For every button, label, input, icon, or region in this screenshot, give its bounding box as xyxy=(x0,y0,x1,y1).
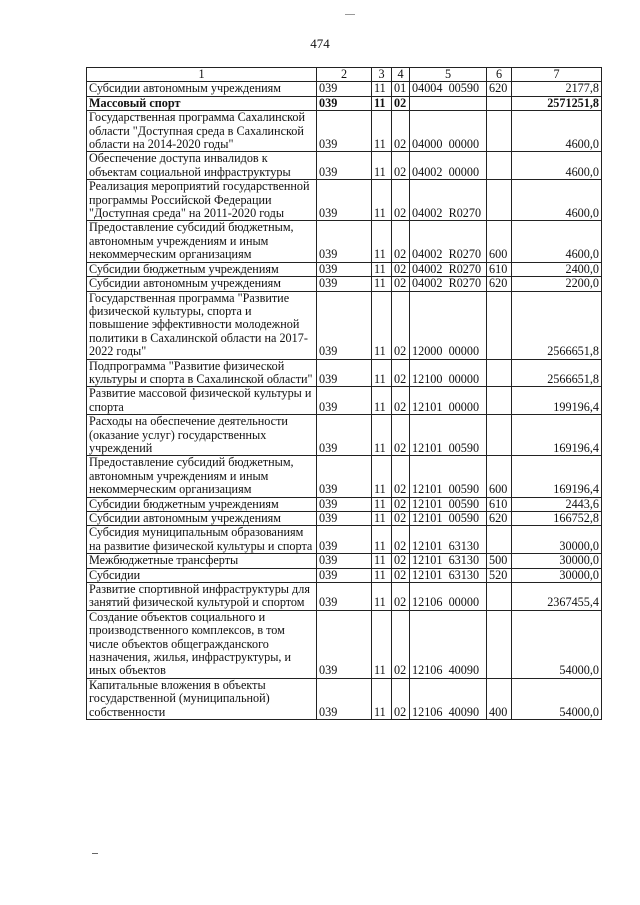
table-row xyxy=(87,359,602,387)
cell-name: Субсидии автономным учреждениям xyxy=(87,512,317,526)
cell-name: Развитие массовой физической культуры и спорта xyxy=(87,387,317,415)
cell-name: Субсидии xyxy=(87,568,317,582)
cell-pr: 02 xyxy=(392,415,410,456)
cell-pr: 02 xyxy=(392,610,410,678)
cell-pr: 02 xyxy=(392,359,410,387)
cell-kcsr: 04002 R0270 xyxy=(410,180,487,221)
scan-mark-top xyxy=(345,14,355,15)
cell-vr xyxy=(487,583,512,611)
cell-vr: 620 xyxy=(487,277,512,291)
cell-name: Обеспечение доступа инвалидов к объектам социальной инфраструктуры xyxy=(87,152,317,180)
cell-rz: 11 xyxy=(372,359,392,387)
table-row xyxy=(87,82,602,96)
cell-sum: 199196,4 xyxy=(512,387,602,415)
cell-sum: 4600,0 xyxy=(512,221,602,262)
cell-kcsr: 04000 00000 xyxy=(410,111,487,152)
cell-vr xyxy=(487,387,512,415)
table-row xyxy=(87,512,602,526)
cell-sum: 54000,0 xyxy=(512,610,602,678)
table-row xyxy=(87,180,602,221)
cell-vr xyxy=(487,291,512,359)
cell-vr xyxy=(487,96,512,110)
cell-ved: 039 xyxy=(317,152,372,180)
table-row xyxy=(87,678,602,719)
cell-name: Предоставление субсидий бюджетным, автономным учреждениям и иным некоммерческим организациям xyxy=(87,456,317,497)
cell-pr: 02 xyxy=(392,497,410,511)
cell-ved: 039 xyxy=(317,456,372,497)
cell-rz: 11 xyxy=(372,526,392,554)
cell-rz: 11 xyxy=(372,387,392,415)
cell-sum: 2367455,4 xyxy=(512,583,602,611)
cell-rz: 11 xyxy=(372,497,392,511)
cell-ved: 039 xyxy=(317,291,372,359)
cell-ved: 039 xyxy=(317,111,372,152)
cell-ved: 039 xyxy=(317,180,372,221)
cell-kcsr: 04004 00590 xyxy=(410,82,487,96)
cell-sum: 166752,8 xyxy=(512,512,602,526)
table-row xyxy=(87,387,602,415)
cell-name: Субсидия муниципальным образованиям на развитие физической культуры и спорта xyxy=(87,526,317,554)
table-row xyxy=(87,583,602,611)
cell-pr: 02 xyxy=(392,554,410,568)
cell-ved: 039 xyxy=(317,568,372,582)
cell-name: Массовый спорт xyxy=(87,96,317,110)
cell-pr: 02 xyxy=(392,387,410,415)
cell-vr xyxy=(487,180,512,221)
cell-sum: 54000,0 xyxy=(512,678,602,719)
table-body xyxy=(87,82,602,720)
cell-ved: 039 xyxy=(317,678,372,719)
cell-rz: 11 xyxy=(372,82,392,96)
cell-name: Субсидии автономным учреждениям xyxy=(87,82,317,96)
column-header-name: 1 xyxy=(87,68,317,82)
cell-name: Развитие спортивной инфраструктуры для занятий физической культурой и спортом xyxy=(87,583,317,611)
cell-vr: 620 xyxy=(487,82,512,96)
cell-sum: 4600,0 xyxy=(512,152,602,180)
cell-kcsr: 12100 00000 xyxy=(410,359,487,387)
cell-sum: 2566651,8 xyxy=(512,291,602,359)
table-row xyxy=(87,497,602,511)
cell-sum: 4600,0 xyxy=(512,111,602,152)
cell-vr: 620 xyxy=(487,512,512,526)
page-number: 474 xyxy=(310,36,330,51)
cell-kcsr: 04002 00000 xyxy=(410,152,487,180)
cell-name: Государственная программа Сахалинской области "Доступная среда в Сахалинской области на 2014-2020 годы" xyxy=(87,111,317,152)
cell-rz: 11 xyxy=(372,152,392,180)
column-header-sum: 7 xyxy=(512,68,602,82)
table-row xyxy=(87,111,602,152)
cell-rz: 11 xyxy=(372,610,392,678)
cell-name: Межбюджетные трансферты xyxy=(87,554,317,568)
cell-kcsr: 12101 63130 xyxy=(410,554,487,568)
cell-rz: 11 xyxy=(372,221,392,262)
cell-kcsr: 12101 63130 xyxy=(410,568,487,582)
cell-name: Государственная программа "Развитие физической культуры, спорта и повышение эффективности молодежной политики в Сахалинской области на 2017-2022 годы" xyxy=(87,291,317,359)
cell-sum: 2443,6 xyxy=(512,497,602,511)
table-row xyxy=(87,568,602,582)
cell-rz: 11 xyxy=(372,415,392,456)
cell-kcsr: 04002 R0270 xyxy=(410,277,487,291)
cell-vr: 500 xyxy=(487,554,512,568)
cell-name: Капитальные вложения в объекты государственной (муниципальной) собственности xyxy=(87,678,317,719)
cell-kcsr: 12101 00590 xyxy=(410,456,487,497)
cell-vr xyxy=(487,415,512,456)
cell-name: Субсидии бюджетным учреждениям xyxy=(87,262,317,276)
cell-pr: 02 xyxy=(392,277,410,291)
cell-vr: 520 xyxy=(487,568,512,582)
table-row xyxy=(87,277,602,291)
cell-kcsr: 12101 00000 xyxy=(410,387,487,415)
scan-mark-bottom xyxy=(92,853,98,854)
cell-name: Создание объектов социального и производственного комплексов, в том числе объектов общегражданского назначения, жилья, инфраструктуры, и иных объектов xyxy=(87,610,317,678)
budget-table xyxy=(86,67,602,720)
cell-rz: 11 xyxy=(372,568,392,582)
cell-kcsr: 04002 R0270 xyxy=(410,262,487,276)
table-row xyxy=(87,96,602,110)
table-row xyxy=(87,526,602,554)
cell-name: Реализация мероприятий государственной программы Российской Федерации "Доступная среда" на 2011-2020 годы xyxy=(87,180,317,221)
cell-kcsr xyxy=(410,96,487,110)
cell-pr: 02 xyxy=(392,291,410,359)
cell-rz: 11 xyxy=(372,262,392,276)
cell-pr: 02 xyxy=(392,152,410,180)
cell-name: Предоставление субсидий бюджетным, автономным учреждениям и иным некоммерческим организациям xyxy=(87,221,317,262)
cell-ved: 039 xyxy=(317,415,372,456)
cell-ved: 039 xyxy=(317,512,372,526)
cell-ved: 039 xyxy=(317,221,372,262)
table-row xyxy=(87,262,602,276)
cell-name: Расходы на обеспечение деятельности (оказание услуг) государственных учреждений xyxy=(87,415,317,456)
column-header-kcsr: 5 xyxy=(410,68,487,82)
cell-rz: 11 xyxy=(372,583,392,611)
cell-vr: 600 xyxy=(487,456,512,497)
cell-rz: 11 xyxy=(372,456,392,497)
cell-pr: 02 xyxy=(392,96,410,110)
column-header-ved: 2 xyxy=(317,68,372,82)
cell-ved: 039 xyxy=(317,277,372,291)
cell-kcsr: 12101 00590 xyxy=(410,415,487,456)
cell-rz: 11 xyxy=(372,180,392,221)
cell-vr xyxy=(487,610,512,678)
cell-pr: 02 xyxy=(392,221,410,262)
cell-pr: 02 xyxy=(392,678,410,719)
cell-ved: 039 xyxy=(317,497,372,511)
cell-ved: 039 xyxy=(317,583,372,611)
cell-sum: 30000,0 xyxy=(512,554,602,568)
table-row xyxy=(87,456,602,497)
cell-sum: 2200,0 xyxy=(512,277,602,291)
cell-kcsr: 12106 40090 xyxy=(410,610,487,678)
cell-sum: 2177,8 xyxy=(512,82,602,96)
cell-sum: 30000,0 xyxy=(512,526,602,554)
cell-rz: 11 xyxy=(372,554,392,568)
cell-rz: 11 xyxy=(372,111,392,152)
column-header-rz: 3 xyxy=(372,68,392,82)
cell-pr: 01 xyxy=(392,82,410,96)
column-header-vr: 6 xyxy=(487,68,512,82)
cell-ved: 039 xyxy=(317,82,372,96)
cell-sum: 169196,4 xyxy=(512,456,602,497)
cell-pr: 02 xyxy=(392,568,410,582)
cell-pr: 02 xyxy=(392,583,410,611)
cell-ved: 039 xyxy=(317,96,372,110)
cell-sum: 2400,0 xyxy=(512,262,602,276)
cell-kcsr: 12101 00590 xyxy=(410,497,487,511)
cell-kcsr: 12101 00590 xyxy=(410,512,487,526)
cell-rz: 11 xyxy=(372,96,392,110)
cell-kcsr: 12000 00000 xyxy=(410,291,487,359)
table-row xyxy=(87,554,602,568)
cell-pr: 02 xyxy=(392,180,410,221)
cell-pr: 02 xyxy=(392,456,410,497)
cell-name: Подпрограмма "Развитие физической культуры и спорта в Сахалинской области" xyxy=(87,359,317,387)
cell-vr xyxy=(487,152,512,180)
table-row xyxy=(87,221,602,262)
table-row xyxy=(87,610,602,678)
cell-vr: 600 xyxy=(487,221,512,262)
cell-ved: 039 xyxy=(317,554,372,568)
cell-name: Субсидии бюджетным учреждениям xyxy=(87,497,317,511)
cell-vr: 610 xyxy=(487,497,512,511)
cell-sum: 2566651,8 xyxy=(512,359,602,387)
cell-pr: 02 xyxy=(392,262,410,276)
cell-ved: 039 xyxy=(317,526,372,554)
cell-ved: 039 xyxy=(317,387,372,415)
cell-ved: 039 xyxy=(317,610,372,678)
cell-rz: 11 xyxy=(372,678,392,719)
cell-sum: 4600,0 xyxy=(512,180,602,221)
cell-rz: 11 xyxy=(372,512,392,526)
column-header-pr: 4 xyxy=(392,68,410,82)
cell-vr: 400 xyxy=(487,678,512,719)
cell-kcsr: 12106 00000 xyxy=(410,583,487,611)
cell-pr: 02 xyxy=(392,512,410,526)
table-row xyxy=(87,152,602,180)
cell-rz: 11 xyxy=(372,291,392,359)
table-row xyxy=(87,415,602,456)
cell-pr: 02 xyxy=(392,526,410,554)
cell-pr: 02 xyxy=(392,111,410,152)
cell-name: Субсидии автономным учреждениям xyxy=(87,277,317,291)
cell-vr: 610 xyxy=(487,262,512,276)
cell-vr xyxy=(487,111,512,152)
cell-sum: 169196,4 xyxy=(512,415,602,456)
cell-vr xyxy=(487,359,512,387)
cell-ved: 039 xyxy=(317,262,372,276)
cell-rz: 11 xyxy=(372,277,392,291)
cell-sum: 2571251,8 xyxy=(512,96,602,110)
cell-kcsr: 04002 R0270 xyxy=(410,221,487,262)
header-row xyxy=(87,68,602,82)
cell-kcsr: 12106 40090 xyxy=(410,678,487,719)
cell-vr xyxy=(487,526,512,554)
cell-sum: 30000,0 xyxy=(512,568,602,582)
table-row xyxy=(87,291,602,359)
cell-kcsr: 12101 63130 xyxy=(410,526,487,554)
cell-ved: 039 xyxy=(317,359,372,387)
